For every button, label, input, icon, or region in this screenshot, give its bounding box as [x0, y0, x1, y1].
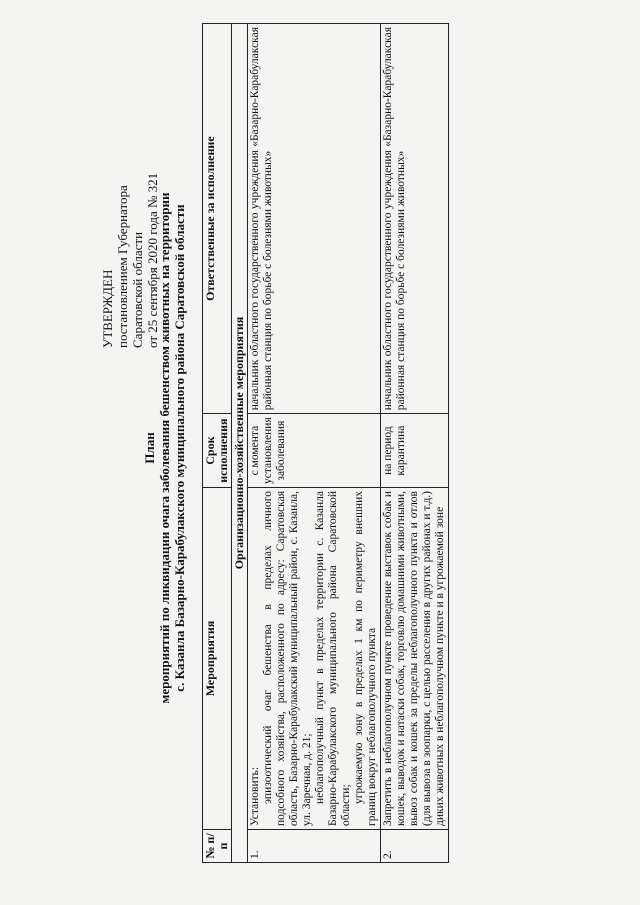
table-row	[381, 24, 449, 863]
row-term: с момента установления заболевания	[248, 414, 381, 488]
section-title: Организационно-хозяйственные мероприятия	[232, 24, 248, 863]
rotated-document	[30, 18, 610, 878]
header-num: № п/п	[203, 830, 232, 863]
approval-line: Саратовской области	[130, 231, 145, 348]
plan-table	[202, 23, 449, 863]
row-num: 2.	[381, 830, 449, 863]
row-measures	[248, 488, 381, 830]
row-term: на период карантина	[381, 414, 449, 488]
measures-paragraph: угрожаемую зону в пределах 1 км по периметру внешних границ вокруг неблагополучного пункта	[353, 491, 378, 826]
approval-line: УТВЕРЖДЕН	[100, 269, 115, 348]
title-line: мероприятий по ликвидации очага заболевания бешенством животных на территории	[157, 192, 172, 704]
table-row	[248, 24, 381, 863]
measures-paragraph: неблагополучный пункт в пределах территории с. Казанла Базарно-Карабулакского муниципального района Саратовской области;	[314, 491, 352, 826]
row-responsible: начальник областного государственного учреждения «Базарно-Карабулакская районная станция по борьбе с болезнями животных»	[248, 24, 381, 414]
document-title	[142, 18, 187, 878]
row-measures	[381, 488, 449, 830]
measures-lead: Запретить в неблагополучном пункте проведение выставок собак и кошек, выводок и натаски собак, торговлю домашними животными, вывоз собак и кошек за пределы неблагополучного пункта и отлов (для вывоза в зоопарки, с целью расселения в других районах и т.д.) диких животных в неблагополучном пункте и в угрожаемой зоне	[382, 491, 446, 826]
approval-line: от 25 сентября 2020 года № 321	[145, 172, 160, 348]
approval-line: постановлением Губернатора	[115, 185, 130, 348]
header-responsible: Ответственные за исполнение	[203, 24, 232, 414]
table-header-row	[203, 24, 232, 863]
section-row	[232, 24, 248, 863]
title-line: План	[142, 432, 157, 464]
row-responsible: начальник областного государственного учреждения «Базарно-Карабулакская районная станция по борьбе с болезнями животных»	[381, 24, 449, 414]
measures-paragraph: эпизоотический очаг бешенства в пределах личного подсобного хозяйства, расположенного по адресу: Саратовская область, Базарно-Карабулакский муниципальный район, с. Казанла, ул. Заречная, д. 21;	[262, 491, 313, 826]
row-num: 1.	[248, 830, 381, 863]
header-term: Срок исполнения	[203, 414, 232, 488]
header-measures: Мероприятия	[203, 488, 232, 830]
measures-lead: Установить:	[249, 766, 261, 826]
title-line: с. Казанла Базарно-Карабулакского муниципального района Саратовской области	[172, 204, 187, 692]
